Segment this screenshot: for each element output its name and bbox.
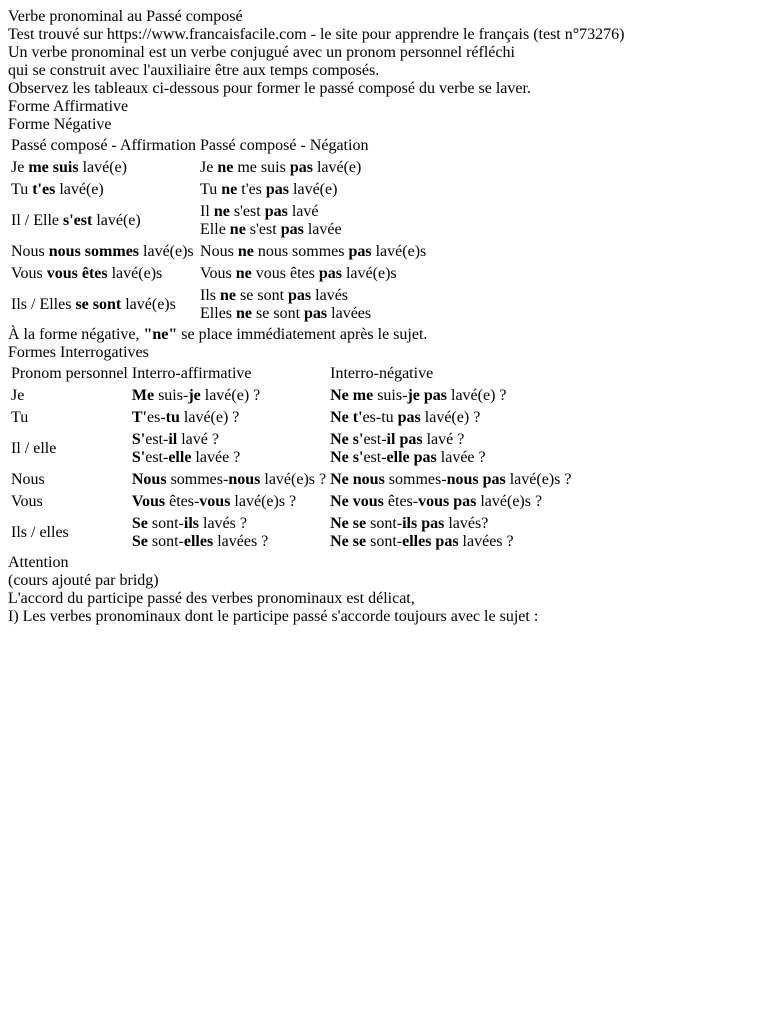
document-header xyxy=(8,8,760,44)
table-row: Vous vous êtes lavé(e)s Vous ne vous êtes pas lavé(e)s xyxy=(11,265,397,282)
source-line: Test trouvé sur https://www.francaisfacile.com - le site pour apprendre le français (test n°73276) xyxy=(8,26,625,43)
instruction-paragraph: Observez les tableaux ci-dessous pour former le passé composé du verbe se laver. xyxy=(8,80,531,97)
interrogative-table xyxy=(8,362,574,554)
attention-text: L'accord du participe passé des verbes pronominaux est délicat, xyxy=(8,590,415,607)
header-affirmation: Passé composé - Affirmation xyxy=(11,137,197,154)
conjugation-table xyxy=(8,134,429,326)
table-row: Il / Elle s'est lavé(e) Il ne s'est pas lavé Elle ne s'est pas lavée xyxy=(11,203,342,238)
table-row: Tu t'es lavé(e) Tu ne t'es pas lavé(e) xyxy=(11,181,338,198)
attention-subtitle: (cours ajouté par bridg) xyxy=(8,572,159,589)
header-interro-affirmative: Interro-affirmative xyxy=(131,365,252,382)
source-link[interactable]: https://www.francaisfacile.com xyxy=(106,26,307,43)
table-row: Je me suis lavé(e) Je ne me suis pas lavé(e) xyxy=(11,159,362,176)
table-row: Ils / elles Se sont-ils lavés ? Se sont-elles lavées ? Ne se sont-ils pas lavés? Ne se sont-elles pas lavées ? xyxy=(11,515,514,550)
table-row: Tu T'es-tu lavé(e) ? Ne t'es-tu pas lavé(e) ? xyxy=(11,409,481,426)
table-row: Ils / Elles se sont lavé(e)s Ils ne se sont pas lavés Elles ne se sont pas lavées xyxy=(11,287,372,322)
negation-note: À la forme négative, "ne" se place immédiatement après le sujet. xyxy=(8,326,428,343)
intro-paragraph: Un verbe pronominal est un verbe conjugué avec un pronom personnel réfléchi qui se construit avec l'auxiliaire être aux temps composés. xyxy=(8,44,515,79)
attention-title: Attention xyxy=(8,554,69,571)
table-row: Je Me suis-je lavé(e) ? Ne me suis-je pas lavé(e) ? xyxy=(11,387,507,404)
table-row: Nous nous sommes lavé(e)s Nous ne nous sommes pas lavé(e)s xyxy=(11,243,427,260)
heading-negative: Forme Négative xyxy=(8,116,112,133)
page-title: Verbe pronominal au Passé composé xyxy=(8,8,243,25)
table-row: Vous Vous êtes-vous lavé(e)s ? Ne vous êtes-vous pas lavé(e)s ? xyxy=(11,493,543,510)
heading-affirmative: Forme Affirmative xyxy=(8,98,129,115)
table-row: Il / elle S'est-il lavé ? S'est-elle lavée ? Ne s'est-il pas lavé ? Ne s'est-elle pas lavée ? xyxy=(11,431,486,466)
header-interro-negative: Interro-négative xyxy=(330,365,434,382)
header-pronoun: Pronom personnel xyxy=(11,365,128,382)
section-heading-1: I) Les verbes pronominaux dont le participe passé s'accorde toujours avec le sujet : xyxy=(8,608,539,625)
heading-interrogatives: Formes Interrogatives xyxy=(8,344,149,361)
table-row: Nous Nous sommes-nous lavé(e)s ? Ne nous sommes-nous pas lavé(e)s ? xyxy=(11,471,572,488)
header-negation: Passé composé - Négation xyxy=(200,137,369,154)
